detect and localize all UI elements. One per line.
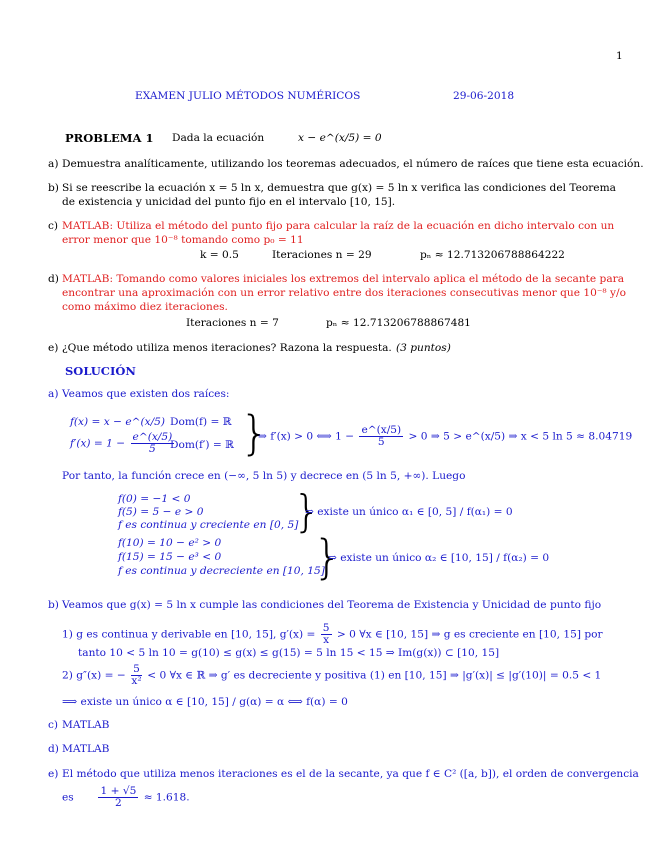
solution-b-item1: 1) g es continua y derivable en [10, 15], g′(x) = $\frac{5}{x}$ > 0 ∀x ∈ [10, 15] ⇒ g es creciente en [10, 15] por (62, 622, 603, 647)
solution-c-marker: c) (48, 719, 59, 731)
solution-a-g2-line1: f(10) = 10 − e² > 0 (118, 537, 222, 549)
problem-equation: x − e^(x/5) = 0 (298, 132, 382, 144)
solution-d-text: MATLAB (62, 743, 110, 755)
problem-d-pn: pₙ ≈ 12.713206788867481 (326, 317, 471, 329)
solution-a-implication: ⇒ f′(x) > 0 ⟺ 1 − $\frac{e\^{}(x/5)}{5}$ > 0 ⇒ 5 > e^(x/5) ⇒ x < 5 ln 5 ≈ 8.04719 (258, 424, 633, 449)
brace-icon: } (240, 406, 270, 460)
solution-b-item1-line2: tanto 10 < 5 ln 10 = g(10) ≤ g(x) ≤ g(15) = 5 ln 15 < 15 ⇒ Im(g(x)) ⊂ [10, 15] (78, 647, 500, 659)
exam-date: 29-06-2018 (453, 90, 515, 102)
solution-a-g2-result: ⇒ existe un único α₂ ∈ [10, 15] / f(α₂) = 0 (328, 552, 550, 564)
solution-heading: SOLUCIÓN (65, 364, 136, 378)
problem-a-marker: a) (48, 158, 59, 170)
problem-c-k: k = 0.5 (200, 249, 239, 261)
solution-b-item2: 2) g″(x) = − $\frac{5}{\text{x²}}$ < 0 ∀x ∈ ℝ ⇒ g′ es decreciente y positiva (1) en [10, 15] ⇒ |g′(x)| ≤ |g′(10)| = 0.5 < 1 (62, 663, 602, 688)
problem-label: PROBLEMA 1 (65, 131, 154, 145)
problem-d-line1: MATLAB: Tomando como valores iniciales los extremos del intervalo aplica el método de la secante para (62, 273, 625, 285)
solution-a-dom-fprime: Dom(f′) = ℝ (170, 439, 234, 451)
problem-d-line3: como máximo diez iteraciones. (62, 301, 228, 313)
problem-e-marker: e) (48, 342, 59, 354)
problem-d-line2: encontrar una aproximación con un error relativo entre dos iteraciones consecutivas menor que 10⁻⁸ y/o (62, 287, 626, 299)
solution-a-marker: a) (48, 388, 59, 400)
problem-e-text: ¿Que método utiliza menos iteraciones? Razona la respuesta. (62, 342, 392, 354)
problem-intro: Dada la ecuación (172, 132, 265, 144)
problem-d-iterations: Iteraciones n = 7 (186, 317, 279, 329)
solution-a-fprime: f′(x) = 1 − $\frac{e\^{}(x/5)}{5}$ (70, 431, 173, 456)
solution-a-g1-result: ⇒ existe un único α₁ ∈ [0, 5] / f(α₁) = 0 (305, 506, 513, 518)
solution-d-marker: d) (48, 743, 59, 755)
solution-a-dom-f: Dom(f) = ℝ (170, 416, 232, 428)
problem-d-marker: d) (48, 273, 59, 285)
problem-c-line1: MATLAB: Utiliza el método del punto fijo para calcular la raíz de la ecuación en dicho intervalo con un (62, 220, 615, 232)
solution-c-text: MATLAB (62, 719, 110, 731)
problem-c-line2: error menor que 10⁻⁸ tomando como p₀ = 11 (62, 234, 304, 246)
solution-b-marker: b) (48, 599, 59, 611)
solution-a-f: f(x) = x − e^(x/5) (70, 416, 166, 428)
problem-b-line1: Si se reescribe la ecuación x = 5 ln x, demuestra que g(x) = 5 ln x verifica las condiciones del Teorema (62, 182, 616, 194)
exam-title: EXAMEN JULIO MÉTODOS NUMÉRICOS (135, 90, 361, 102)
solution-a-g2-line2: f(15) = 15 − e³ < 0 (118, 551, 222, 563)
brace-icon: } (313, 530, 343, 584)
problem-c-iterations: Iteraciones n = 29 (272, 249, 372, 261)
solution-a-conclusion: Por tanto, la función crece en (−∞, 5 ln 5) y decrece en (5 ln 5, +∞). Luego (62, 470, 466, 482)
solution-a-intro: Veamos que existen dos raíces: (62, 388, 230, 400)
brace-icon: } (293, 486, 321, 537)
solution-e-marker: e) (48, 768, 59, 780)
solution-a-g2-line3: f es continua y decreciente en [10, 15] (118, 565, 325, 577)
solution-a-g1-line2: f(5) = 5 − e > 0 (118, 506, 204, 518)
problem-c-marker: c) (48, 220, 59, 232)
problem-c-pn: pₙ ≈ 12.713206788864222 (420, 249, 565, 261)
solution-e-line1: El método que utiliza menos iteraciones es el de la secante, ya que f ∈ C² ([a, b]), el orden de convergencia (62, 768, 639, 780)
solution-b-intro: Veamos que g(x) = 5 ln x cumple las condiciones del Teorema de Existencia y Unicidad de punto fijo (62, 599, 602, 611)
solution-a-g1-line1: f(0) = −1 < 0 (118, 493, 191, 505)
solution-a-g1-line3: f es continua y creciente en [0, 5] (118, 519, 299, 531)
solution-e-line2: es $\frac{1 + √5}{2}$ ≈ 1.618. (62, 785, 190, 810)
page-number: 1 (616, 50, 623, 62)
problem-a-text: Demuestra analíticamente, utilizando los teoremas adecuados, el número de raíces que tiene esta ecuación. (62, 158, 644, 170)
problem-b-marker: b) (48, 182, 59, 194)
problem-b-line2: de existencia y unicidad del punto fijo en el intervalo [10, 15]. (62, 196, 396, 208)
problem-e-points: (3 puntos) (396, 342, 451, 354)
solution-b-final: ⟹ existe un único α ∈ [10, 15] / g(α) = α ⟺ f(α) = 0 (62, 696, 348, 708)
